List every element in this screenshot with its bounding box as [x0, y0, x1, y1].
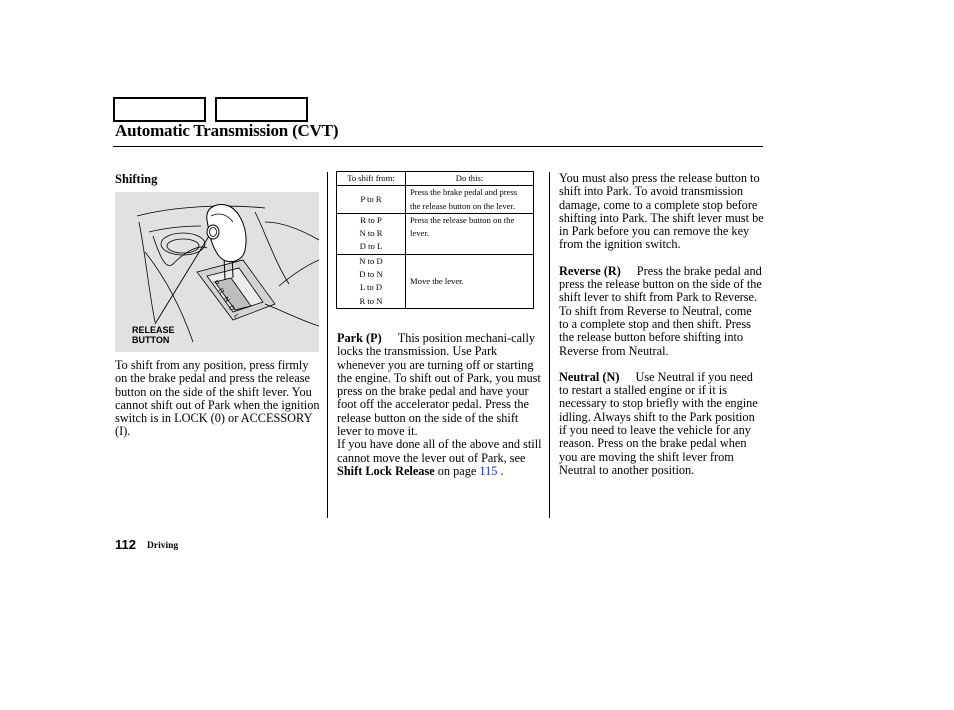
- table-row: [337, 213, 534, 254]
- reverse-paragraph: [559, 265, 764, 358]
- park-heading: Park (P): [337, 331, 382, 345]
- from-value: D to L: [359, 241, 383, 252]
- from-value: N to D: [359, 255, 383, 266]
- table-cell-from: [337, 254, 406, 308]
- release-label-line1: RELEASE: [132, 325, 175, 335]
- shift-lock-release-ref: Shift Lock Release: [337, 463, 435, 478]
- park-body: This position mechani-cally locks the transmission. Use Park whenever you are turning off or starting the engine. To shift out of Park, you must press on the brake pedal and have your foot off the accelerator pedal. Press the release button on the side of the shift lever to move it.: [337, 331, 541, 439]
- column-divider-1: [327, 172, 328, 518]
- shift-lock-text-mid: on page: [434, 463, 480, 478]
- from-value: L to D: [359, 282, 383, 293]
- section-name: Driving: [147, 541, 179, 551]
- table-header-row: [337, 172, 534, 186]
- shifting-body: To shift from any position, press firmly on the brake pedal and press the release button on the side of the shift lever. You cannot shift out of Park when the ignition switch is in LOCK (0) or ACCESSORY (I).: [115, 358, 320, 439]
- table-cell-action: Press the brake pedal and press the release button on the lever.: [406, 186, 534, 214]
- svg-text:P R N D L: P R N D L: [211, 279, 242, 322]
- table-cell-from: [337, 186, 406, 214]
- title-rule: [113, 146, 763, 147]
- nav-button-1[interactable]: [113, 97, 206, 122]
- shift-lock-text: If you have done all of the above and still cannot move the lever out of Park, see: [337, 437, 542, 465]
- table-row: [337, 186, 534, 214]
- table-cell-action: Press the release button on the lever.: [406, 213, 534, 254]
- table-row: [337, 254, 534, 308]
- column3-text: [559, 172, 764, 477]
- column-divider-2: [549, 172, 550, 518]
- shift-procedure-table: [336, 171, 534, 309]
- release-button-label: [132, 325, 175, 345]
- from-value: P to R: [360, 193, 382, 204]
- table-header-do: Do this:: [406, 172, 534, 186]
- table-cell-from: [337, 213, 406, 254]
- shift-lock-text-end: .: [497, 463, 504, 478]
- neutral-heading: Neutral (N): [559, 369, 620, 384]
- table-header-from: To shift from:: [337, 172, 406, 186]
- page-number: 112: [115, 537, 136, 552]
- nav-button-2[interactable]: [215, 97, 308, 122]
- park-note-paragraph: You must also press the release button to shift into Park. To avoid transmission damage, come to a complete stop before shifting into Park. The shift lever must be in Park before you can remove the key from the ignition switch.: [559, 171, 764, 252]
- shift-lock-paragraph: [337, 438, 545, 478]
- table-cell-action: Move the lever.: [406, 254, 534, 308]
- page-115-link[interactable]: 115: [479, 463, 498, 478]
- reverse-body: Press the brake pedal and press the release button on the side of the shift lever to shift from Park to Reverse. To shift from Reverse to Neutral, come to a complete stop and then shift. Press the release button before shifting into Reverse from Neutral.: [559, 263, 762, 358]
- reverse-heading: Reverse (R): [559, 263, 621, 278]
- from-value: R to N: [359, 295, 383, 306]
- release-label-line2: BUTTON: [132, 335, 170, 345]
- shift-lever-illustration: [115, 192, 319, 352]
- neutral-paragraph: [559, 371, 764, 477]
- page-title: Automatic Transmission (CVT): [115, 121, 339, 140]
- from-value: D to N: [359, 269, 383, 280]
- park-section: [337, 332, 545, 478]
- neutral-body: Use Neutral if you need to restart a stalled engine or if it is necessary to stop briefly with the engine idling. Always shift to the Park position if you need to leave the vehicle for any reason. Press on the brake pedal when you are moving the shift lever from Neutral to another position.: [559, 369, 758, 477]
- from-value: R to P: [360, 214, 382, 225]
- park-paragraph: [337, 332, 545, 438]
- section-heading-shifting: Shifting: [115, 172, 158, 186]
- from-value: N to R: [359, 228, 383, 239]
